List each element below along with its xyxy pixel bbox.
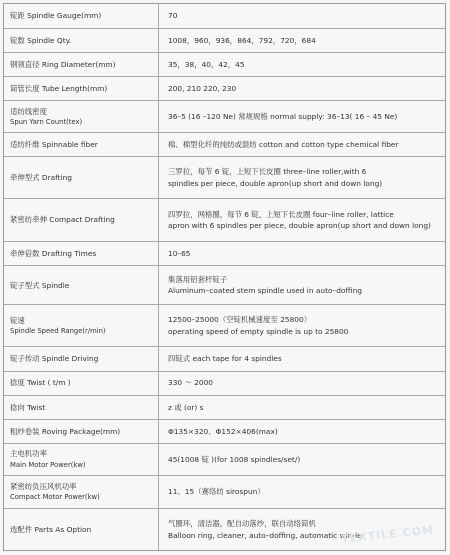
spec-value-line: 集落用铝套杆锭子	[168, 274, 228, 284]
spec-value-line: 330 ～ 2000	[168, 378, 214, 388]
spec-row	[4, 199, 445, 242]
spec-label-line: 选配件 Parts As Option	[10, 524, 92, 534]
spec-table	[4, 4, 445, 550]
spec-value-line: 10–65	[168, 249, 191, 259]
spec-row	[4, 77, 445, 101]
spec-label-line: 紧密纺牵伸 Compact Drafting	[10, 215, 115, 225]
spec-value-line: 200, 210 220, 230	[168, 83, 237, 93]
spec-label-line: 捻度 Twist ( t/m )	[10, 378, 71, 388]
spec-value-line: 三罗拉，每节 6 锭，上短下长皮圈 three–line roller,with 6	[168, 167, 367, 177]
spec-label	[4, 266, 159, 305]
spec-value-line: 1008，960，936，864，792，720，684	[168, 35, 316, 45]
spec-value-line: z 或 (or) s	[168, 402, 204, 412]
spec-label-line: 适纺线密度	[10, 106, 47, 116]
spec-value	[159, 101, 446, 133]
spec-row	[4, 101, 445, 133]
spec-value	[159, 444, 446, 476]
spec-value-line: Φ135×320、Φ152×406(max)	[168, 426, 278, 436]
spec-label-line: Spun Yarn Count(tex)	[10, 117, 83, 126]
spec-row	[4, 305, 445, 347]
spec-value-line: 四罗拉，网格圈，每节 6 锭，上短下长皮圈 four–line roller, lattice	[168, 209, 394, 219]
spec-label-line: 锭子传动 Spindle Driving	[10, 354, 99, 364]
spec-value-line: 棉、棉型化纤的纯纺或混纺 cotton and cotton type chemical fiber	[168, 139, 399, 149]
spec-value	[159, 77, 446, 101]
spec-label	[4, 475, 159, 509]
spec-value-line: 36–5 (16 –120 Ne) 常规规格 normal supply: 36–13( 16 – 45 Ne)	[168, 111, 398, 121]
spec-row	[4, 242, 445, 266]
spec-value	[159, 28, 446, 52]
spec-value	[159, 156, 446, 198]
spec-label-line: 适纺纤维 Spinnable fiber	[10, 139, 98, 149]
spec-label-line: 紧密纺负压风机功率	[10, 482, 77, 491]
spec-label	[4, 347, 159, 371]
spec-value-line: Aluminum–coated stem spindle used in auto–doffing	[168, 286, 362, 296]
spec-row	[4, 4, 445, 28]
spec-value-line: 70	[168, 11, 178, 21]
spec-value	[159, 419, 446, 443]
spec-value-line: 45(1008 锭 )(for 1008 spindles/set/)	[168, 454, 301, 464]
spec-label	[4, 132, 159, 156]
spec-row	[4, 444, 445, 476]
spec-label	[4, 242, 159, 266]
spec-label	[4, 509, 159, 550]
spec-label-line: 粗纱卷装 Roving Package(mm)	[10, 426, 121, 436]
spec-value-line: 11、15（赛络纺 sirospun）	[168, 487, 265, 497]
spec-sheet	[3, 3, 446, 551]
spec-label	[4, 52, 159, 76]
spec-value	[159, 305, 446, 347]
spec-label	[4, 444, 159, 476]
spec-value-line: spindles per piece, double apron(up short and down long)	[168, 178, 383, 188]
spec-label	[4, 371, 159, 395]
watermark: TEXTILE.COM	[340, 523, 435, 546]
spec-value-line: Balloon ring, cleaner, auto–doffing, automatic winder	[168, 530, 365, 540]
spec-label	[4, 305, 159, 347]
spec-value-line: operating speed of empty spindle is up to 25800	[168, 326, 349, 336]
spec-label	[4, 28, 159, 52]
spec-label	[4, 77, 159, 101]
spec-label-line: 钢领直径 Ring Diameter(mm)	[10, 59, 116, 69]
spec-value	[159, 266, 446, 305]
spec-label	[4, 419, 159, 443]
spec-value	[159, 475, 446, 509]
spec-label-line: 主电机功率	[10, 449, 47, 459]
spec-row	[4, 28, 445, 52]
spec-row	[4, 347, 445, 371]
spec-value	[159, 132, 446, 156]
spec-label-line: Main Motor Power(kw)	[10, 460, 86, 469]
spec-row	[4, 132, 445, 156]
spec-table-body	[4, 4, 445, 550]
spec-row	[4, 395, 445, 419]
spec-label-line: 锭距 Spindle Gauge(mm)	[10, 11, 102, 21]
spec-label	[4, 4, 159, 28]
spec-label	[4, 199, 159, 242]
spec-label-line: Compact Motor Power(kw)	[10, 493, 100, 502]
spec-value	[159, 395, 446, 419]
spec-row	[4, 475, 445, 509]
spec-label-line: 锭数 Spindle Qty.	[10, 35, 72, 45]
spec-label	[4, 156, 159, 198]
spec-value-line: 四锭式 each tape for 4 spindles	[168, 354, 282, 364]
spec-value-line: apron with 6 spindles per piece, double apron(up short and down long)	[168, 221, 431, 231]
spec-label-line: 筒管长度 Tube Length(mm)	[10, 83, 108, 93]
spec-value-line: 12500–25000（空锭机械速度至 25800）	[168, 315, 312, 325]
spec-value-line: 35，38，40，42，45	[168, 59, 245, 69]
spec-row	[4, 371, 445, 395]
spec-value	[159, 242, 446, 266]
spec-row	[4, 52, 445, 76]
spec-label	[4, 101, 159, 133]
spec-label-line: 锭子型式 Spindle	[10, 280, 70, 290]
spec-value	[159, 52, 446, 76]
spec-value-line: 气圈环，清洁器，配自动落纱，联自动络筒机	[168, 519, 316, 529]
spec-value	[159, 4, 446, 28]
spec-row	[4, 266, 445, 305]
spec-row	[4, 156, 445, 198]
spec-label-line: Spindle Speed Range(r/min)	[10, 327, 106, 336]
spec-label-line: 牵伸倍数 Drafting Times	[10, 249, 97, 259]
spec-value	[159, 199, 446, 242]
spec-value	[159, 371, 446, 395]
spec-label-line: 牵伸型式 Drafting	[10, 172, 72, 182]
spec-label-line: 锭速	[10, 315, 25, 325]
spec-label	[4, 395, 159, 419]
spec-value	[159, 347, 446, 371]
spec-row	[4, 419, 445, 443]
spec-label-line: 捻向 Twist	[10, 402, 46, 412]
